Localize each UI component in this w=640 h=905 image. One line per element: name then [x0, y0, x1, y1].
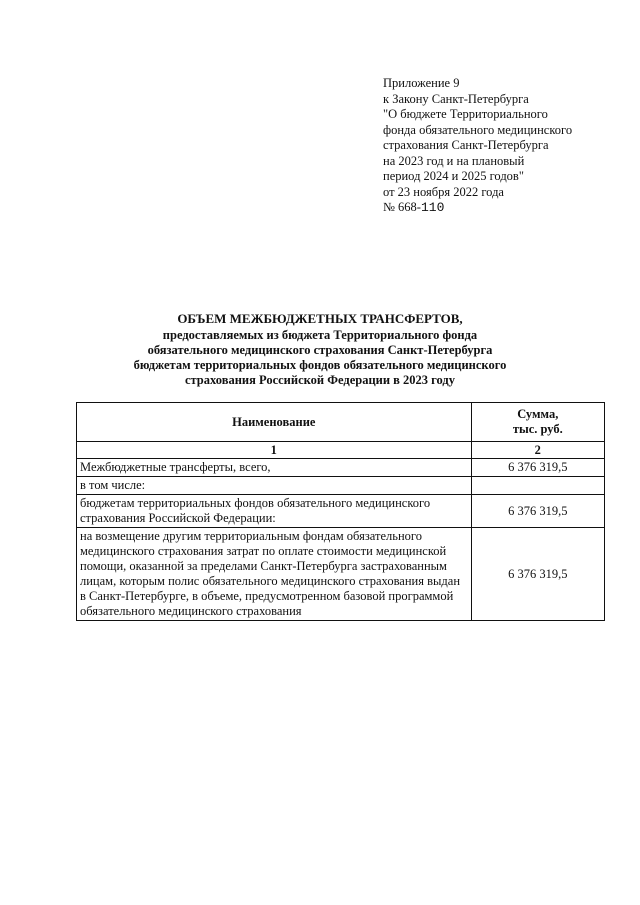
row-sum: 6 376 319,5	[471, 459, 604, 477]
row-name: Межбюджетные трансферты, всего,	[77, 459, 472, 477]
column-number-row	[77, 442, 605, 459]
column-number-1: 1	[77, 442, 472, 459]
document-title	[80, 311, 560, 388]
row-name: бюджетам территориальных фондов обязательного медицинского страхования Российской Федерации:	[77, 495, 472, 528]
appendix-line: период 2024 и 2025 годов"	[383, 169, 524, 183]
header-sum	[471, 403, 604, 442]
title-sub-line: обязательного медицинского страхования Санкт-Петербурга	[147, 343, 493, 357]
law-number-prefix: № 668-	[383, 200, 421, 214]
appendix-line: "О бюджете Территориального	[383, 107, 548, 121]
appendix-line: от 23 ноября 2022 года	[383, 184, 504, 199]
table-row	[77, 528, 605, 621]
row-sum: 6 376 319,5	[471, 495, 604, 528]
row-sum: 6 376 319,5	[471, 528, 604, 621]
table-row	[77, 459, 605, 477]
header-name: Наименование	[77, 403, 472, 442]
row-name: на возмещение другим территориальным фондам обязательного медицинского страхования затрат по оплате стоимости медицинской помощи, оказанной за пределами Санкт-Петербурга застрахованным лицам, которым полис обязательного медицинского страхования выдан в Санкт-Петербурге, в объеме, предусмотренном базовой программой обязательного медицинского страхования	[77, 528, 472, 621]
title-main: ОБЪЕМ МЕЖБЮДЖЕТНЫХ ТРАНСФЕРТОВ,	[177, 311, 463, 326]
table-header-row	[77, 403, 605, 442]
law-number-handwritten: 110	[420, 200, 445, 215]
appendix-line: фонда обязательного медицинского	[383, 122, 573, 137]
column-number-2: 2	[471, 442, 604, 459]
appendix-line: страхования Санкт-Петербурга	[383, 138, 549, 152]
title-sub-line: бюджетам территориальных фондов обязательного медицинского	[133, 358, 507, 372]
appendix-block	[383, 76, 623, 216]
table-row	[77, 477, 605, 495]
header-sum-line2: тыс. руб.	[512, 422, 563, 436]
title-sub-line: предоставляемых из бюджета Территориального фонда	[162, 328, 478, 342]
transfers-table	[76, 402, 605, 621]
appendix-line: Приложение 9	[383, 76, 460, 90]
title-sub-line: страхования Российской Федерации в 2023 году	[184, 373, 456, 387]
appendix-line: к Закону Санкт-Петербурга	[383, 91, 529, 106]
law-number	[383, 200, 623, 216]
row-name: в том числе:	[77, 477, 472, 495]
appendix-line: на 2023 год и на плановый	[383, 153, 525, 168]
header-sum-line1: Сумма,	[517, 407, 559, 421]
row-sum	[471, 477, 604, 495]
table-row	[77, 495, 605, 528]
